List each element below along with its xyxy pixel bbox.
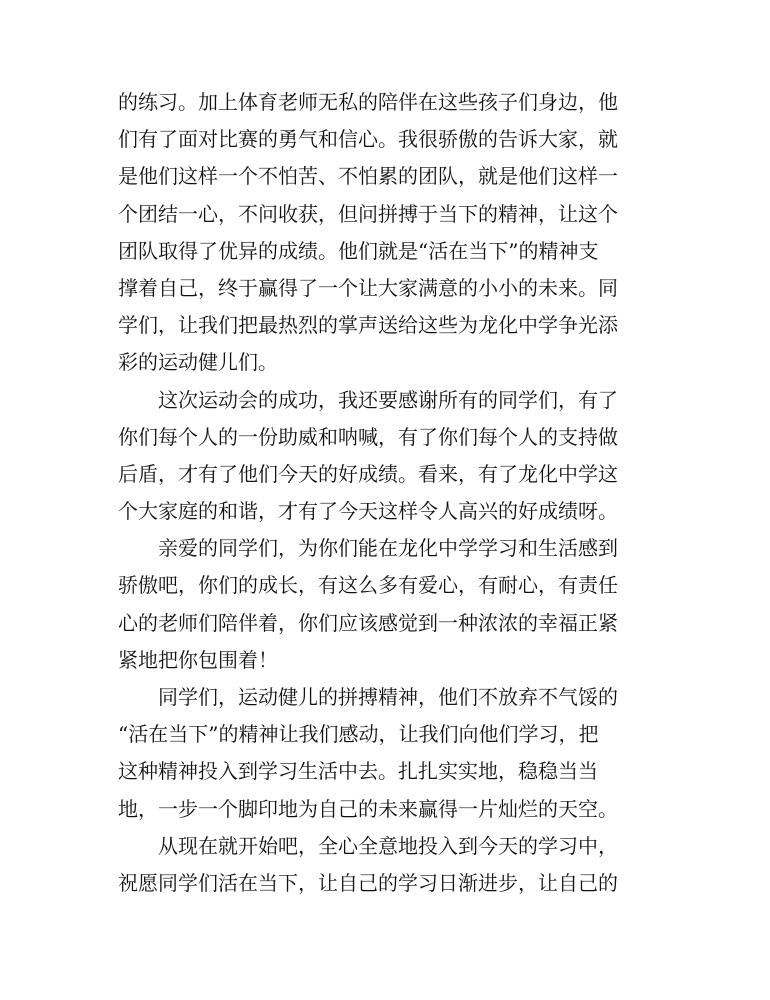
text-line: 地，一步一个脚印地为自己的未来赢得一片灿烂的天空。 bbox=[118, 796, 618, 821]
text-line: 学们，让我们把最热烈的掌声送给这些为龙化中学争光添 bbox=[118, 313, 618, 338]
text-line: 紧地把你包围着！ bbox=[118, 647, 278, 672]
paragraph-4 bbox=[118, 679, 638, 828]
paragraph-2 bbox=[118, 382, 638, 531]
text-line: 后盾，才有了他们今天的好成绩。看来，有了龙化中学这 bbox=[118, 461, 618, 486]
paragraph-1 bbox=[118, 84, 638, 382]
text-line: 你们每个人的一份助威和呐喊，有了你们每个人的支持做 bbox=[118, 424, 618, 449]
text-line: 是他们这样一个不怕苦、不怕累的团队，就是他们这样一 bbox=[118, 164, 618, 189]
text-line: 团队取得了优异的成绩。他们就是“活在当下”的精神支 bbox=[118, 238, 599, 263]
text-line: 个大家庭的和谐，才有了今天这样令人高兴的好成绩呀。 bbox=[118, 499, 618, 524]
text-line: 从现在就开始吧，全心全意地投入到今天的学习中， bbox=[158, 833, 618, 858]
text-line: 彩的运动健儿们。 bbox=[118, 350, 278, 375]
paragraph-3 bbox=[118, 530, 638, 679]
text-line: 的练习。加上体育老师无私的陪伴在这些孩子们身边，他 bbox=[118, 90, 618, 114]
document-body bbox=[118, 84, 638, 902]
paragraph-5 bbox=[118, 828, 638, 902]
text-line: 祝愿同学们活在当下，让自己的学习日渐进步，让自己的 bbox=[118, 870, 618, 895]
text-line: 同学们，运动健儿的拼搏精神，他们不放弃不气馁的 bbox=[158, 685, 618, 709]
text-line: 这种精神投入到学习生活中去。扎扎实实地，稳稳当当 bbox=[118, 759, 598, 784]
text-line: “活在当下”的精神让我们感动，让我们向他们学习，把 bbox=[118, 722, 599, 747]
text-line: 心的老师们陪伴着，你们应该感觉到一种浓浓的幸福正紧 bbox=[118, 610, 618, 635]
text-line: 亲爱的同学们，为你们能在龙化中学学习和生活感到 bbox=[158, 536, 618, 561]
text-line: 们有了面对比赛的勇气和信心。我很骄傲的告诉大家，就 bbox=[118, 127, 618, 152]
text-line: 骄傲吧，你们的成长，有这么多有爱心，有耐心，有责任 bbox=[118, 573, 618, 598]
text-line: 个团结一心，不问收获，但问拼搏于当下的精神，让这个 bbox=[118, 201, 618, 226]
text-line: 撑着自己，终于赢得了一个让大家满意的小小的未来。同 bbox=[118, 275, 618, 300]
text-line: 这次运动会的成功，我还要感谢所有的同学们，有了 bbox=[158, 387, 618, 412]
